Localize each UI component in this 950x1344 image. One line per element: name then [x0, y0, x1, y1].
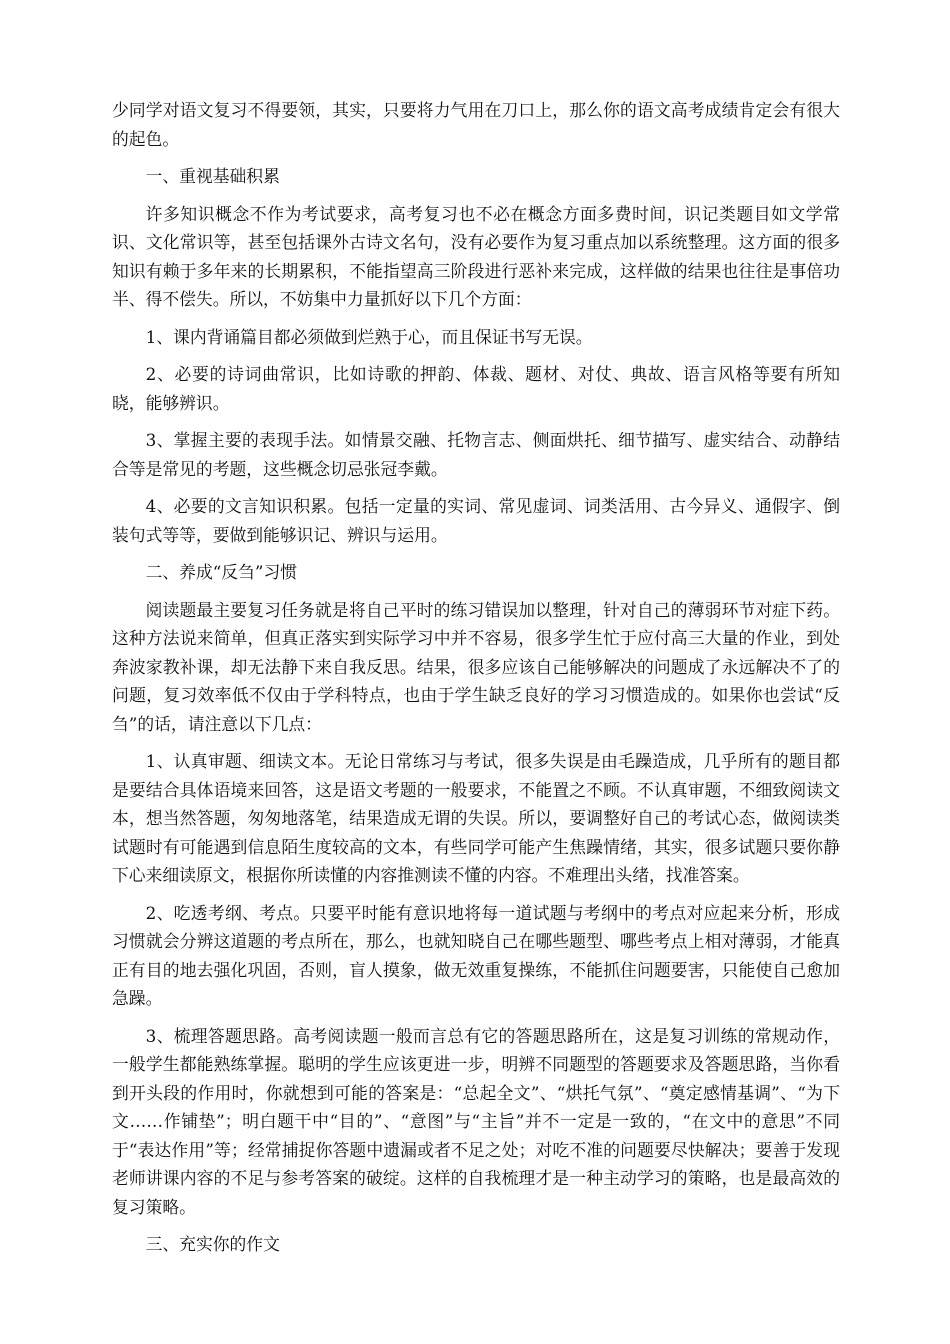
section-2-paragraph: 阅读题最主要复习任务就是将自己平时的练习错误加以整理，针对自己的薄弱环节对症下药。这种方法说来简单，但真正落实到实际学习中并不容易，很多学生忙于应付高三大量的作业，到处奔波家教补课，却无法静下来自我反思。结果，很多应该自己能够解决的问题成了永远解决不了的问题，复习效率低不仅由于学科特点，也由于学生缺乏良好的学习习惯造成的。如果你也尝试“反刍”的话，请注意以下几点： [112, 599, 840, 734]
section-2-item-1: 1、认真审题、细读文本。无论日常练习与考试，很多失误是由毛躁造成，几乎所有的题目都是要结合具体语境来回答，这是语文考题的一般要求，不能置之不顾。不认真审题，不细致阅读文本，想当然答题，匆匆地落笔，结果造成无谓的失误。所以，要调整好自己的考试心态，做阅读类试题时有可能遇到信息陌生度较高的文本，有些同学可能产生焦躁情绪，其实，很多试题只要你静下心来细读原文，根据你所读懂的内容推测读不懂的内容。不难理出头绪，找准答案。 [112, 751, 840, 885]
section-1-item-1: 1、课内背诵篇目都必须做到烂熟于心，而且保证书写无误。 [145, 326, 593, 347]
section-1-paragraph: 许多知识概念不作为考试要求，高考复习也不必在概念方面多费时间，识记类题目如文学常识、文化常识等，甚至包括课外古诗文名句，没有必要作为复习重点加以系统整理。这方面的很多知识有赖于多年来的长期累积，不能指望高三阶段进行恶补来完成，这样做的结果也往往是事倍功半、得不偿失。所以，不妨集中力量抓好以下几个方面： [112, 203, 840, 309]
section-1-item-4: 4、必要的文言知识积累。包括一定量的实词、常见虚词、词类活用、古今异义、通假字、倒装句式等等，要做到能够识记、辨识与运用。 [112, 496, 840, 545]
section-2-item-3: 3、梳理答题思路。高考阅读题一般而言总有它的答题思路所在，这是复习训练的常规动作，一般学生都能熟练掌握。聪明的学生应该更进一步，明辨不同题型的答题要求及答题思路，当你看到开头段的作用时，你就想到可能的答案是：“总起全文”、“烘托气氛”、“奠定感情基调”、“为下文……作铺垫”；明白题干中“目的”、“意图”与“主旨”并不一定是一致的，“在文中的意思”不同于“表达作用”等；经常捕捉你答题中遗漏或者不足之处；对吃不准的问题要尽快解决；要善于发现老师讲课内容的不足与参考答案的破绽。这样的自我梳理才是一种主动学习的策略，也是最高效的复习策略。 [112, 1025, 840, 1217]
section-1-item-2: 2、必要的诗词曲常识，比如诗歌的押韵、体裁、题材、对仗、典故、语言风格等要有所知晓，能够辨识。 [112, 364, 840, 413]
intro-continued-paragraph: 少同学对语文复习不得要领，其实，只要将力气用在刀口上，那么你的语文高考成绩肯定会有很大的起色。 [112, 100, 840, 149]
section-1-item-3: 3、掌握主要的表现手法。如情景交融、托物言志、侧面烘托、细节描写、虚实结合、动静结合等是常见的考题，这些概念切忌张冠李戴。 [112, 430, 840, 479]
document-page [112, 96, 840, 1259]
section-2-item-2: 2、吃透考纲、考点。只要平时能有意识地将每一道试题与考纲中的考点对应起来分析，形成习惯就会分辨这道题的考点所在，那么，也就知晓自己在哪些题型、哪些考点上相对薄弱，才能真正有目的地去强化巩固，否则，盲人摸象，做无效重复操练，不能抓住问题要害，只能使自己愈加急躁。 [112, 902, 840, 1008]
section-heading-1: 一、重视基础积累 [145, 166, 280, 186]
section-heading-3: 三、充实你的作文 [145, 1234, 280, 1254]
section-heading-2: 二、养成“反刍”习惯 [145, 562, 298, 582]
